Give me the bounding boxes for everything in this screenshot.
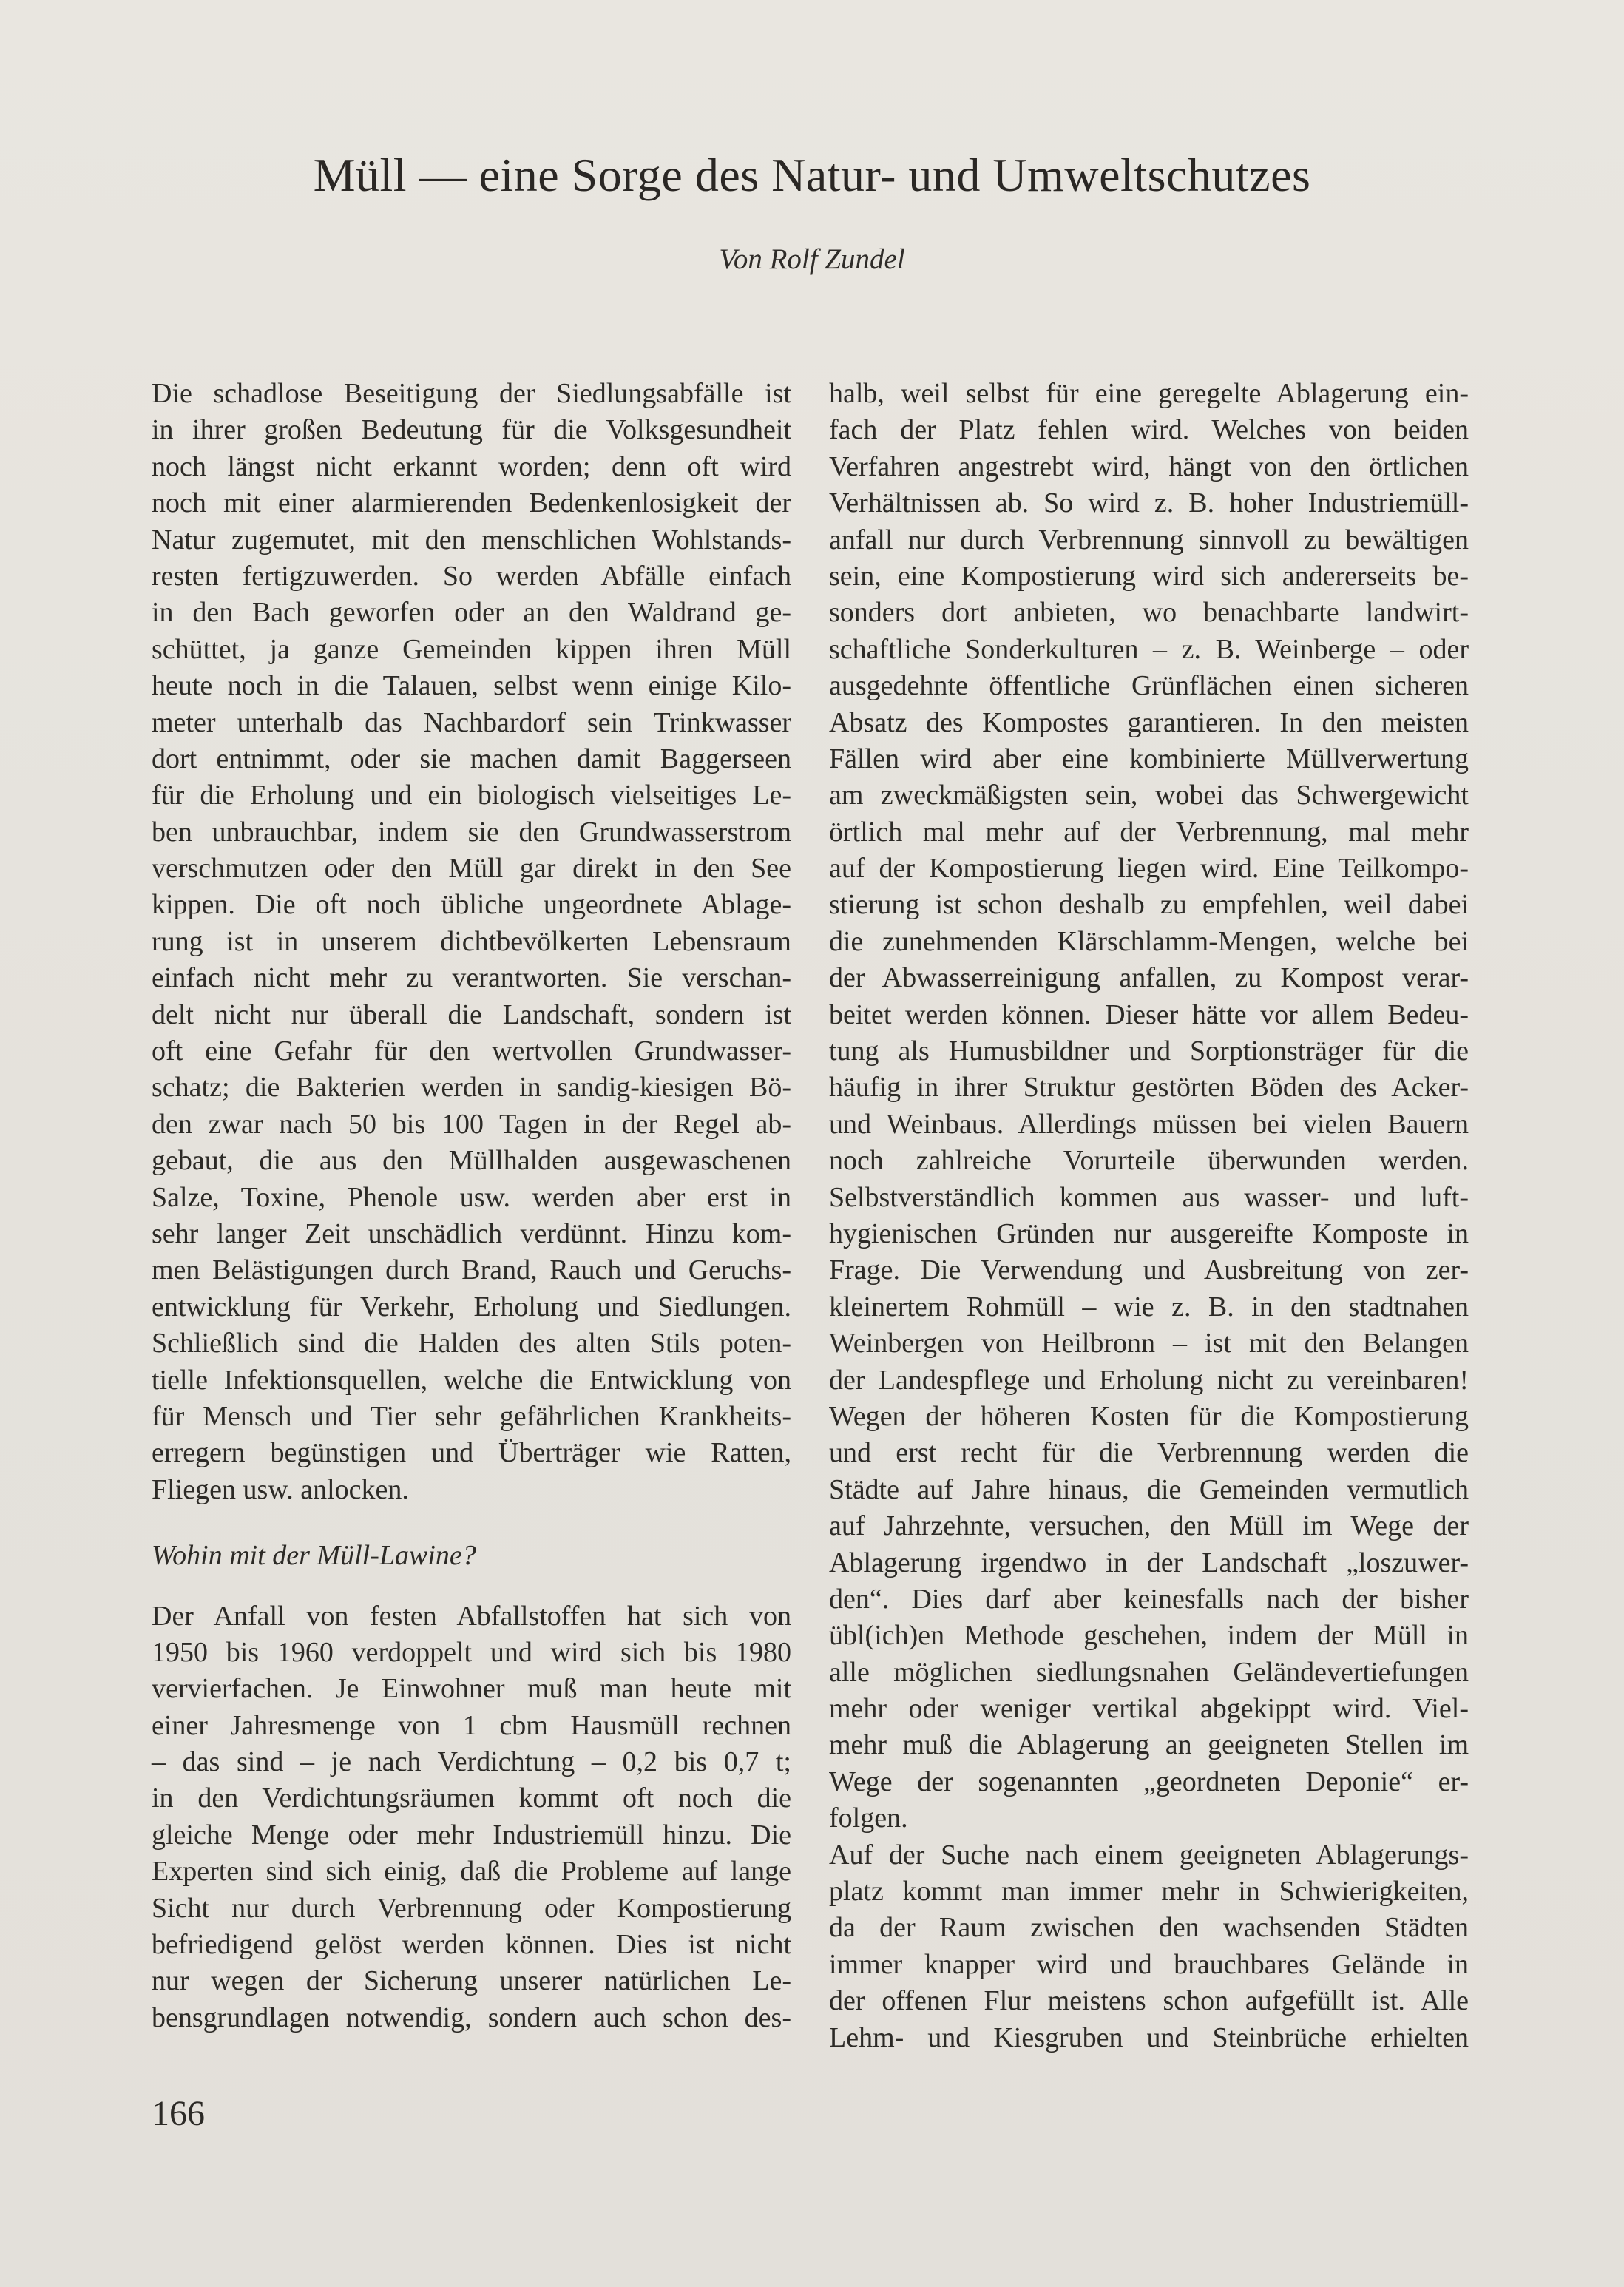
text-line: kleinertem Rohmüll – wie z. B. in den stadtnahen xyxy=(829,1291,1469,1322)
text-line: beitet werden können. Dieser hätte vor allem Bedeu- xyxy=(829,999,1469,1030)
text-line: tielle Infektionsquellen, welche die Entwicklung von xyxy=(152,1364,791,1396)
text-line: Verfahren angestrebt wird, hängt von den örtlichen xyxy=(829,450,1469,482)
paragraph xyxy=(152,376,791,1508)
text-line: für die Erholung und ein biologisch vielseitiges Le- xyxy=(152,780,791,811)
text-line: entwicklung für Verkehr, Erholung und Siedlungen. xyxy=(152,1291,791,1322)
text-line: ausgedehnte öffentliche Grünflächen einen sicheren xyxy=(829,670,1469,702)
text-line: der Abwasserreinigung anfallen, zu Kompost verar- xyxy=(829,962,1469,994)
text-line: heute noch in die Talauen, selbst wenn einige Kilo- xyxy=(152,670,791,702)
text-line: einer Jahresmenge von 1 cbm Hausmüll rechnen xyxy=(152,1709,791,1741)
text-line: bensgrundlagen notwendig, sondern auch schon des- xyxy=(152,2001,791,2033)
text-line: in den Bach geworfen oder an den Waldrand ge- xyxy=(152,597,791,629)
spacer xyxy=(152,1508,791,1538)
text-line: Frage. Die Verwendung und Ausbreitung von zer- xyxy=(829,1254,1469,1286)
text-line: alle möglichen siedlungsnahen Geländevertiefungen xyxy=(829,1656,1469,1688)
text-line: Lehm- und Kiesgruben und Steinbrüche erhielten xyxy=(829,2021,1469,2053)
text-line: in ihrer großen Bedeutung für die Volksgesundheit xyxy=(152,414,791,446)
text-line: Absatz des Kompostes garantieren. In den meisten xyxy=(829,706,1469,738)
text-line: Schließlich sind die Halden des alten Stils poten- xyxy=(152,1328,791,1359)
text-line: resten fertigzuwerden. So werden Abfälle einfach xyxy=(152,560,791,592)
text-line: stierung ist schon deshalb zu empfehlen, weil dabei xyxy=(829,889,1469,921)
text-line: am zweckmäßigsten sein, wobei das Schwergewicht xyxy=(829,780,1469,811)
text-line: halb, weil selbst für eine geregelte Ablagerung ein- xyxy=(829,378,1469,409)
text-line: 1950 bis 1960 verdoppelt und wird sich bis 1980 xyxy=(152,1636,791,1668)
text-line: der offenen Flur meistens schon aufgefüllt ist. Alle xyxy=(829,1985,1469,2017)
text-line: befriedigend gelöst werden können. Dies ist nicht xyxy=(152,1929,791,1961)
text-line: Städte auf Jahre hinaus, die Gemeinden vermutlich xyxy=(829,1473,1469,1505)
paragraph xyxy=(829,376,1469,1837)
text-line: platz kommt man immer mehr in Schwierigkeiten, xyxy=(829,1876,1469,1908)
text-line: – das sind – je nach Verdichtung – 0,2 bis 0,7 t; xyxy=(152,1746,791,1778)
text-line: auf Jahrzehnte, versuchen, den Müll im Wege der xyxy=(829,1510,1469,1542)
text-line: dort entnimmt, oder sie machen damit Baggerseen xyxy=(152,743,791,774)
text-line: Weinbergen von Heilbronn – ist mit den Belangen xyxy=(829,1328,1469,1359)
text-line: und erst recht für die Verbrennung werden die xyxy=(829,1437,1469,1469)
text-line: immer knapper wird und brauchbares Gelände in xyxy=(829,1948,1469,1980)
text-line: den“. Dies darf aber keinesfalls nach der bisher xyxy=(829,1583,1469,1615)
text-line: Ablagerung irgendwo in der Landschaft „loszuwer- xyxy=(829,1547,1469,1578)
text-line: Natur zugemutet, mit den menschlichen Wohlstands- xyxy=(152,524,791,555)
text-line: Wegen der höheren Kosten für die Kompostierung xyxy=(829,1400,1469,1432)
text-line: men Belästigungen durch Brand, Rauch und Geruchs- xyxy=(152,1254,791,1286)
text-line: vervierfachen. Je Einwohner muß man heute mit xyxy=(152,1673,791,1705)
text-line: sonders dort anbieten, wo benachbarte landwirt- xyxy=(829,597,1469,629)
text-line: häufig in ihrer Struktur gestörten Böden des Acker- xyxy=(829,1072,1469,1104)
text-line: sein, eine Kompostierung wird sich andererseits be- xyxy=(829,560,1469,592)
text-line: schaftliche Sonderkulturen – z. B. Weinberge – oder xyxy=(829,633,1469,665)
text-line: in den Verdichtungsräumen kommt oft noch die xyxy=(152,1783,791,1814)
text-line: der Landespflege und Erholung nicht zu vereinbaren! xyxy=(829,1364,1469,1396)
text-line: meter unterhalb das Nachbardorf sein Trinkwasser xyxy=(152,706,791,738)
text-line: mehr muß die Ablagerung an geeigneten Stellen im xyxy=(829,1729,1469,1761)
text-line: ben unbrauchbar, indem sie den Grundwasserstrom xyxy=(152,816,791,848)
article-title: Müll — eine Sorge des Natur- und Umweltschutzes xyxy=(313,149,1311,201)
text-line: nur wegen der Sicherung unserer natürlichen Le- xyxy=(152,1965,791,1997)
text-line: noch mit einer alarmierenden Bedenkenlosigkeit der xyxy=(152,487,791,519)
text-line: oft eine Gefahr für den wertvollen Grundwasser- xyxy=(152,1036,791,1067)
paragraph xyxy=(829,1837,1469,2056)
text-line: folgen. xyxy=(829,1803,908,1834)
text-line: Experten sind sich einig, daß die Probleme auf lange xyxy=(152,1856,791,1888)
text-line: die zunehmenden Klärschlamm-Mengen, welche bei xyxy=(829,925,1469,957)
left-column xyxy=(152,376,791,2036)
text-line: einfach nicht mehr zu verantworten. Sie verschan- xyxy=(152,962,791,994)
text-line: Der Anfall von festen Abfallstoffen hat sich von xyxy=(152,1600,791,1632)
paragraph xyxy=(152,1598,791,2037)
text-line: gleiche Menge oder mehr Industriemüll hinzu. Die xyxy=(152,1819,791,1851)
text-line: Wege der sogenannten „geordneten Deponie“ er- xyxy=(829,1766,1469,1797)
text-line: gebaut, die aus den Müllhalden ausgewaschenen xyxy=(152,1145,791,1177)
text-line: den zwar nach 50 bis 100 Tagen in der Regel ab- xyxy=(152,1108,791,1140)
text-line: fach der Platz fehlen wird. Welches von beiden xyxy=(829,414,1469,446)
text-line: schatz; die Bakterien werden in sandig-kiesigen Bö- xyxy=(152,1072,791,1104)
text-line: Sicht nur durch Verbrennung oder Kompostierung xyxy=(152,1892,791,1924)
text-line: rung ist in unserem dichtbevölkerten Lebensraum xyxy=(152,925,791,957)
text-line: sehr langer Zeit unschädlich verdünnt. Hinzu kom- xyxy=(152,1217,791,1249)
text-line: übl(ich)en Methode geschehen, indem der Müll in xyxy=(829,1620,1469,1652)
text-line: Auf der Suche nach einem geeigneten Ablagerungs- xyxy=(829,1839,1469,1871)
text-line: kippen. Die oft noch übliche ungeordnete Ablage- xyxy=(152,889,791,921)
text-line: auf der Kompostierung liegen wird. Eine Teilkompo- xyxy=(829,853,1469,885)
text-line: delt nicht nur überall die Landschaft, sondern ist xyxy=(152,999,791,1030)
text-line: Fällen wird aber eine kombinierte Müllverwertung xyxy=(829,743,1469,774)
text-line: mehr oder weniger vertikal abgekippt wird. Viel- xyxy=(829,1693,1469,1725)
text-line: hygienischen Gründen nur ausgereifte Komposte in xyxy=(829,1217,1469,1249)
text-line: anfall nur durch Verbrennung sinnvoll zu bewältigen xyxy=(829,524,1469,555)
article-author: Von Rolf Zundel xyxy=(719,243,905,275)
text-line: Verhältnissen ab. So wird z. B. hoher Industriemüll- xyxy=(829,487,1469,519)
text-line: Salze, Toxine, Phenole usw. werden aber erst in xyxy=(152,1181,791,1213)
page-number: 166 xyxy=(152,2094,205,2133)
text-line: verschmutzen oder den Müll gar direkt in den See xyxy=(152,853,791,885)
text-line: und Weinbaus. Allerdings müssen bei vielen Bauern xyxy=(829,1108,1469,1140)
text-line: Die schadlose Beseitigung der Siedlungsabfälle ist xyxy=(152,378,791,409)
text-line: noch längst nicht erkannt worden; denn oft wird xyxy=(152,450,791,482)
text-line: für Mensch und Tier sehr gefährlichen Krankheits- xyxy=(152,1400,791,1432)
text-line: Selbstverständlich kommen aus wasser- und luft- xyxy=(829,1181,1469,1213)
section-heading: Wohin mit der Müll-Lawine? xyxy=(152,1540,476,1572)
text-line: schüttet, ja ganze Gemeinden kippen ihren Müll xyxy=(152,633,791,665)
right-column xyxy=(829,376,1469,2056)
text-line: da der Raum zwischen den wachsenden Städten xyxy=(829,1912,1469,1944)
text-line: erregern begünstigen und Überträger wie Ratten, xyxy=(152,1437,791,1469)
text-line: örtlich mal mehr auf der Verbrennung, mal mehr xyxy=(829,816,1469,848)
text-line: noch zahlreiche Vorurteile überwunden werden. xyxy=(829,1145,1469,1177)
text-line: tung als Humusbildner und Sorptionsträger für die xyxy=(829,1036,1469,1067)
spacer xyxy=(152,1575,791,1598)
text-line: Fliegen usw. anlocken. xyxy=(152,1473,409,1505)
